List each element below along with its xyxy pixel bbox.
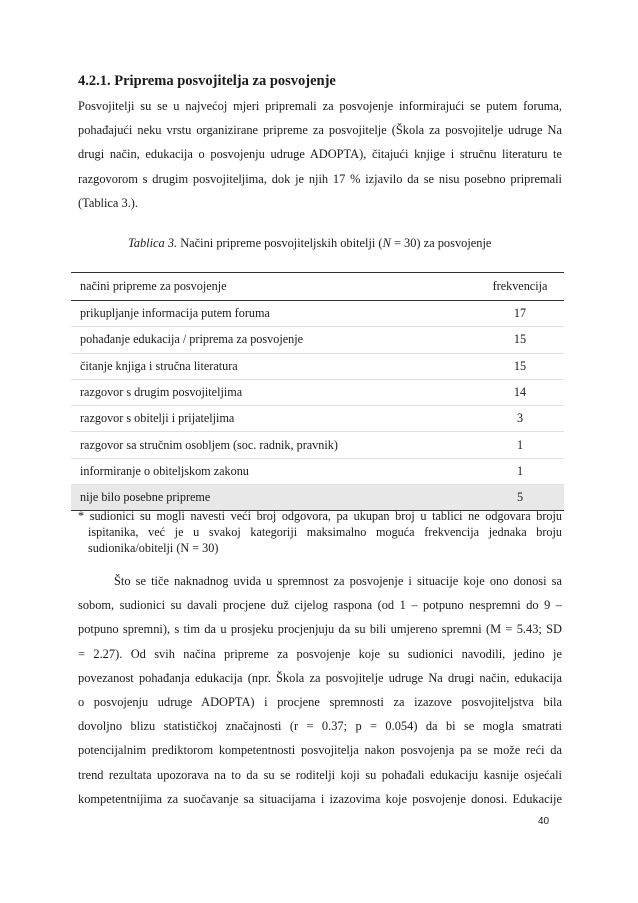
row-value: 1 xyxy=(476,458,564,484)
column-header-method: načini pripreme za posvojenje xyxy=(71,273,476,301)
text-line: o posvojenju udruge ADOPTA) i procjene spremnosti za izazove posvojiteljstva bila xyxy=(78,695,562,710)
table-row xyxy=(71,379,564,405)
text-line: potpuno spremni), s tim da u prosjeku procjenjuju da su bili umjereno spremni (M = 5.43; SD xyxy=(78,622,562,637)
text-line: drugi način, edukacija o posvojenju udruge ADOPTA), čitajući knjige i stručnu literaturu te xyxy=(78,147,562,162)
text-line: = 2.27). Od svih načina pripreme za posvojenje koje su sudionici navodili, jedino je xyxy=(78,646,562,661)
row-label: razgovor s drugim posvojiteljima xyxy=(71,379,476,405)
row-label: čitanje knjiga i stručna literatura xyxy=(71,353,476,379)
table-row xyxy=(71,485,564,511)
text-line: potencijalnim prediktorom kompetentnosti posvojitelja nakon posvojenja pa se može reći da xyxy=(78,743,562,758)
row-value: 17 xyxy=(476,301,564,327)
row-value: 14 xyxy=(476,379,564,405)
row-label: razgovor sa stručnim osobljem (soc. radnik, pravnik) xyxy=(71,432,476,458)
table-caption-text-end: = 30) za posvojenje xyxy=(390,236,492,250)
table-row xyxy=(71,301,564,327)
table-row xyxy=(71,353,564,379)
row-label: razgovor s obitelji i prijateljima xyxy=(71,406,476,432)
text-line: trend rezultata upozorava na to da su se roditelji koji su pohađali edukaciju kasnije osjećali xyxy=(78,767,562,782)
text-line: pohađajući neku vrstu organizirane pripreme za posvojitelje (Škola za posvojitelje udruge Na xyxy=(78,123,562,138)
row-value: 15 xyxy=(476,327,564,353)
text-line: Što se tiče naknadnog uvida u spremnost za posvojenje i situacije koje ono donosi sa xyxy=(114,574,562,588)
footnote-line: ispitanika, već je u svakoj kategoriji maksimalno moguća frekvencija jednaka broju xyxy=(88,525,562,540)
table-caption-n: N xyxy=(382,236,391,250)
results-paragraph xyxy=(78,569,562,811)
table-row xyxy=(71,432,564,458)
row-value: 15 xyxy=(476,353,564,379)
text-line: Posvojitelji su se u najvećoj mjeri pripremali za posvojenje informirajući se putem foruma, xyxy=(78,99,562,113)
table-footnote xyxy=(78,508,562,557)
table-row xyxy=(71,406,564,432)
table-row xyxy=(71,458,564,484)
table-caption xyxy=(128,236,491,251)
table-row xyxy=(71,327,564,353)
text-line: sobom, sudionici su davali procjene duž cijelog raspona (od 1 – potpuno nespremni do 9 – xyxy=(78,598,562,613)
text-line: (Tablica 3.). xyxy=(78,195,139,210)
page-number: 40 xyxy=(538,816,550,827)
footnote-line: * sudionici su mogli navesti veći broj odgovora, pa ukupan broj u tablici ne odgovara broju xyxy=(78,509,562,523)
table-header-row xyxy=(71,273,564,301)
footnote-line: sudionika/obitelji (N = 30) xyxy=(88,541,219,556)
column-header-frequency: frekvencija xyxy=(476,273,564,301)
section-heading: 4.2.1. Priprema posvojitelja za posvojenje xyxy=(78,73,336,89)
intro-paragraph xyxy=(78,94,562,215)
text-line: razgovorom s drugim posvojiteljima, dok je njih 17 % izjavilo da se nisu posebno pripremali xyxy=(78,171,562,186)
row-label: informiranje o obiteljskom zakonu xyxy=(71,458,476,484)
row-label: prikupljanje informacija putem foruma xyxy=(71,301,476,327)
text-line: povezanost pohađanja edukacija (npr. Škola za posvojitelje udruge Na drugi način, edukacija xyxy=(78,670,562,685)
row-value: 5 xyxy=(476,485,564,511)
text-line: dovoljno blizu statističkoj značajnosti (r = 0.37; p = 0.054) da bi se mogla smatrati xyxy=(78,719,562,734)
text-line: kompetentnijima za suočavanje sa situacijama i izazovima koje posvojenje donosi. Edukacije xyxy=(78,791,562,806)
table-caption-label: Tablica 3. xyxy=(128,236,178,250)
row-value: 3 xyxy=(476,406,564,432)
row-label: pohađanje edukacija / priprema za posvojenje xyxy=(71,327,476,353)
frequency-table xyxy=(71,272,564,511)
row-value: 1 xyxy=(476,432,564,458)
row-label: nije bilo posebne pripreme xyxy=(71,485,476,511)
table-caption-text: Načini pripreme posvojiteljskih obitelji ( xyxy=(177,236,383,250)
